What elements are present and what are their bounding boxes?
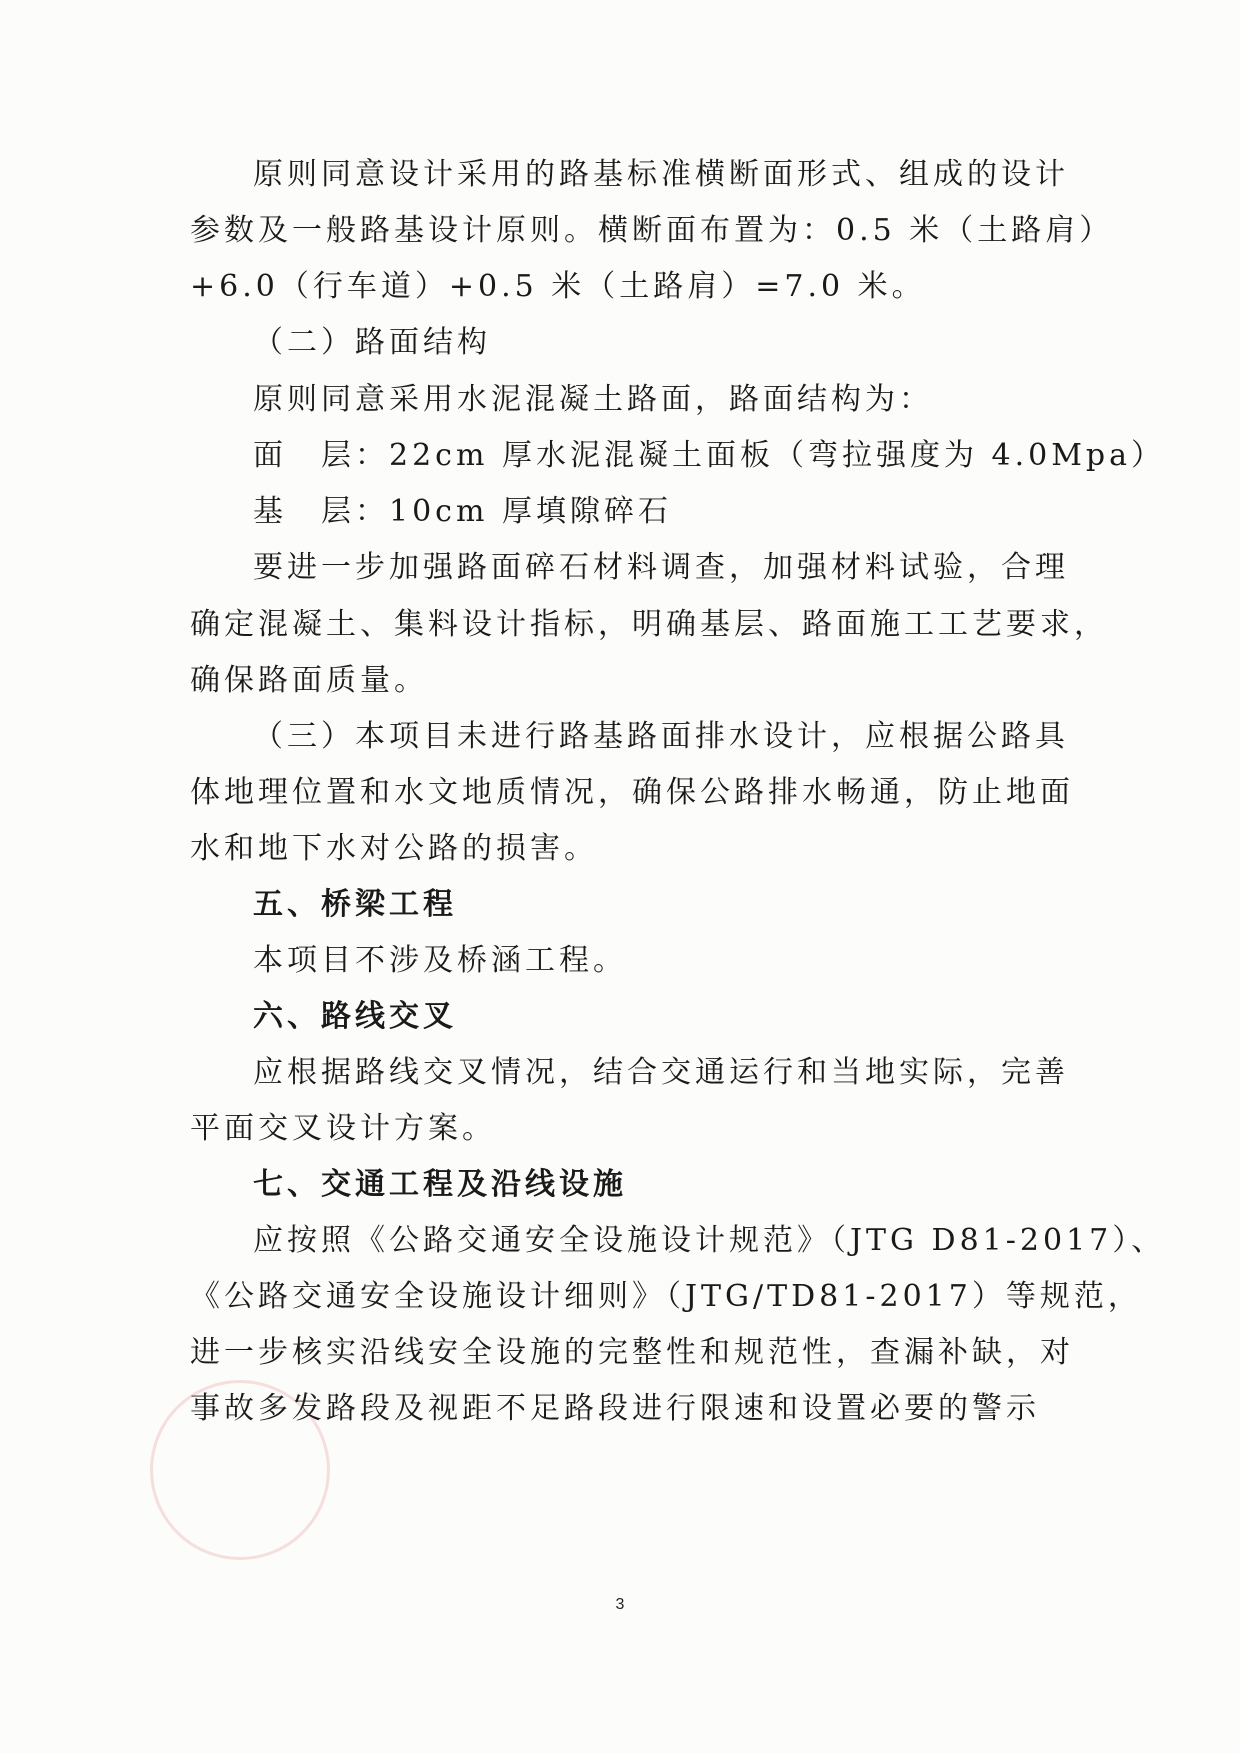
section-heading: 六、路线交叉	[253, 999, 457, 1034]
paragraph-line: 应按照《公路交通安全设施设计规范》（JTG D81-2017）、	[253, 1223, 1166, 1258]
paragraph-line: 进一步核实沿线安全设施的完整性和规范性，查漏补缺，对	[190, 1335, 1074, 1370]
paragraph-line: 事故多发路段及视距不足路段进行限速和设置必要的警示	[190, 1391, 1040, 1426]
paragraph-line: 要进一步加强路面碎石材料调查，加强材料试验，合理	[253, 550, 1069, 585]
paragraph-line: （三）本项目未进行路基路面排水设计，应根据公路具	[253, 719, 1069, 754]
paragraph-line: 面 层：22cm 厚水泥混凝土面板（弯拉强度为 4.0Mpa）	[253, 438, 1166, 473]
paragraph-line: 基 层：10cm 厚填隙碎石	[253, 494, 672, 529]
paragraph-line: 原则同意设计采用的路基标准横断面形式、组成的设计	[253, 157, 1069, 192]
paragraph-line: 参数及一般路基设计原则。横断面布置为：0.5 米（土路肩）	[190, 213, 1114, 248]
section-heading: 五、桥梁工程	[253, 887, 457, 922]
paragraph-line: 体地理位置和水文地质情况，确保公路排水畅通，防止地面	[190, 775, 1074, 810]
paragraph-line: 原则同意采用水泥混凝土路面，路面结构为：	[253, 382, 933, 417]
paragraph-line: 平面交叉设计方案。	[190, 1111, 496, 1146]
paragraph-line: 《公路交通安全设施设计细则》（JTG/TD81-2017）等规范，	[190, 1279, 1142, 1314]
paragraph-line: 应根据路线交叉情况，结合交通运行和当地实际，完善	[253, 1055, 1069, 1090]
paragraph-line: 水和地下水对公路的损害。	[190, 831, 598, 866]
section-heading: 七、交通工程及沿线设施	[253, 1167, 627, 1202]
paragraph-line: 确定混凝土、集料设计指标，明确基层、路面施工工艺要求，	[190, 607, 1108, 642]
page-number: 3	[615, 1596, 625, 1613]
paragraph-line: +6.0（行车道）+0.5 米（土路肩）=7.0 米。	[190, 269, 926, 304]
section-heading: （二）路面结构	[253, 325, 491, 360]
paragraph-line: 本项目不涉及桥涵工程。	[253, 943, 627, 978]
paragraph-line: 确保路面质量。	[190, 663, 428, 698]
